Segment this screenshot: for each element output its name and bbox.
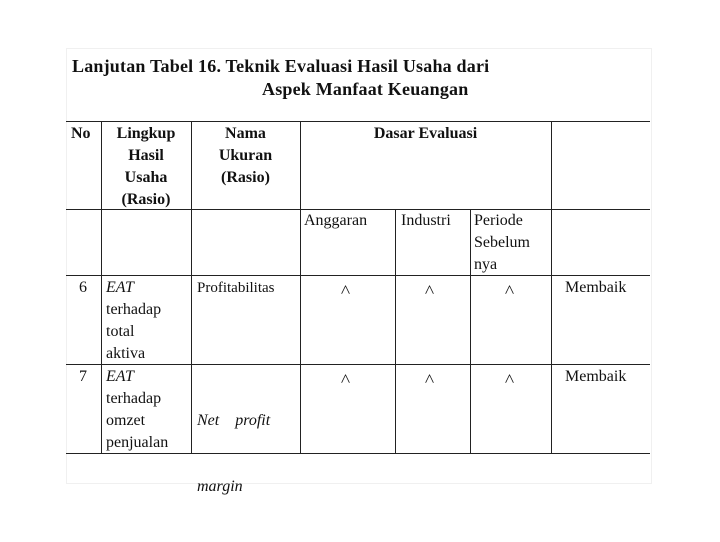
col-divider-industri	[470, 209, 471, 453]
col-divider-anggaran	[395, 209, 396, 453]
row-7-lingkup-line: terhadap	[106, 390, 162, 407]
row-7-industri-symbol: >	[419, 373, 440, 384]
row-7-lingkup-line: EAT	[106, 368, 134, 385]
header-nama-ukuran	[193, 123, 298, 189]
header-lingkup	[103, 123, 189, 211]
header-no: No	[71, 125, 91, 142]
subheader-periode-line: Sebelum	[474, 234, 530, 251]
row-7-nama-line: margin	[197, 478, 243, 495]
header-bottom-border	[66, 275, 650, 276]
header-dasar-evaluasi: Dasar Evaluasi	[373, 125, 478, 142]
header-lingkup-line: Lingkup	[116, 125, 176, 142]
row-7-no: 7	[79, 368, 87, 385]
row-7-nama-line: Net profit	[197, 412, 271, 429]
col-divider-periode	[551, 121, 552, 453]
col-divider-nama	[300, 121, 301, 453]
row-7-anggaran-symbol: >	[335, 373, 356, 384]
table-top-border	[66, 121, 650, 122]
table-title-line-1: Lanjutan Tabel 16. Teknik Evaluasi Hasil Usaha dari	[72, 56, 490, 76]
row-7-hasil: Membaik	[565, 368, 627, 385]
header-nama-line: Nama	[225, 125, 266, 142]
col-divider-no	[101, 121, 102, 453]
header-lingkup-line: Hasil	[128, 147, 164, 164]
row-6-periode-symbol: >	[499, 284, 520, 295]
subheader-industri: Industri	[401, 212, 451, 229]
header-lingkup-line: Usaha	[124, 169, 168, 186]
row-6-lingkup-line: aktiva	[106, 345, 146, 362]
header-nama-line: Ukuran	[218, 147, 273, 164]
row-7-lingkup-line: penjualan	[106, 434, 169, 451]
row-6-lingkup-line: EAT	[106, 279, 134, 296]
col-divider-lingkup	[191, 121, 192, 453]
row-7-periode-symbol: >	[499, 373, 520, 384]
table-title-line-2: Aspek Manfaat Keuangan	[262, 79, 469, 99]
subheader-periode	[474, 210, 530, 276]
subheader-periode-line: nya	[474, 256, 498, 273]
row-6-lingkup	[106, 277, 161, 365]
row-7-nama	[197, 366, 270, 542]
header-lingkup-line: (Rasio)	[121, 191, 171, 208]
row-6-hasil: Membaik	[565, 279, 627, 296]
row-6-lingkup-line: total	[106, 323, 135, 340]
row-6-no: 6	[79, 279, 87, 296]
row-6-anggaran-symbol: >	[335, 284, 356, 295]
row-6-nama: Profitabilitas	[197, 280, 275, 296]
row-7-lingkup-line: omzet	[106, 412, 146, 429]
subheader-periode-line: Periode	[474, 212, 523, 229]
row-7-lingkup	[106, 366, 168, 454]
header-nama-line: (Rasio)	[221, 169, 270, 186]
subheader-anggaran: Anggaran	[304, 212, 368, 229]
row-6-lingkup-line: terhadap	[106, 301, 162, 318]
row-6-industri-symbol: >	[419, 284, 440, 295]
